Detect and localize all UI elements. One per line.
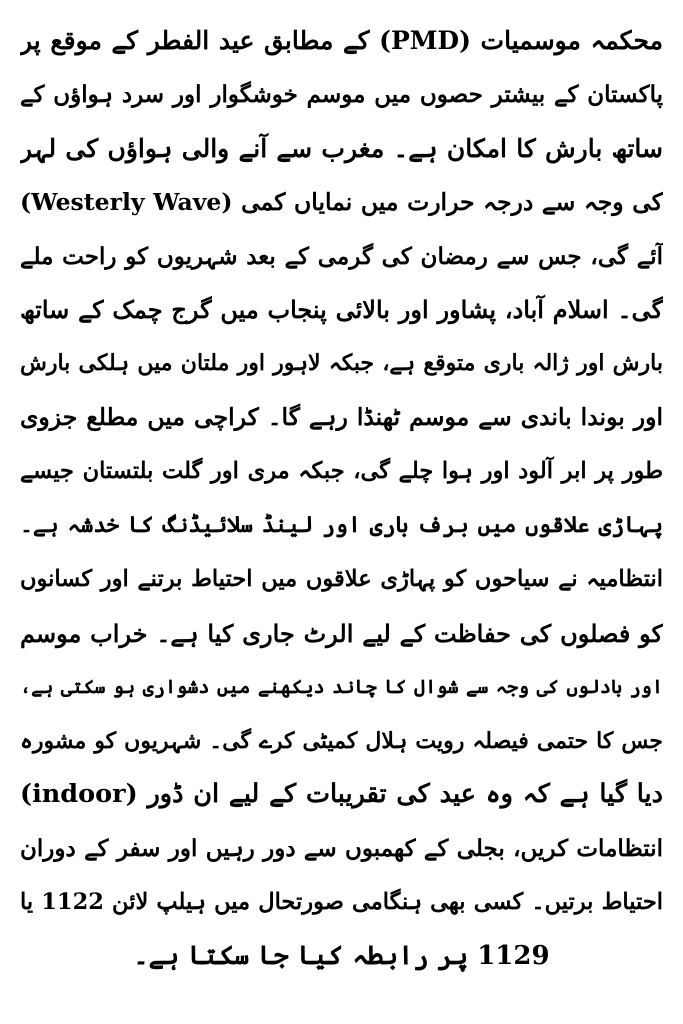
text-line-9: طور پر ابر آلود اور ہوا چلے گی، جبکہ مری اور گلت بلتستان جیسے [20, 458, 663, 485]
text-line-10: پہاڑی علاقوں میں برف باری اور لینڈ سلائیڈنگ کا خدشہ ہے۔ [20, 512, 663, 539]
text-line-4: (Westerly Wave) کی وجہ سے درجہ حرارت میں نمایاں کمی [20, 187, 663, 216]
text-line-11: انتظامیہ نے سیاحوں کو پہاڑی علاقوں میں احتیاط برتنے اور کسانوں [20, 565, 663, 592]
text-line-15: دیا گیا ہے کہ وہ عید کی تقریبات کے لیے ان ڈور (indoor) [20, 779, 663, 810]
text-line-1: محکمہ موسمیات (PMD) کے مطابق عید الفطر کے موقع پر [20, 26, 663, 55]
text-line-2: پاکستان کے بیشتر حصوں میں موسم خوشگوار اور سرد ہواؤں کے [20, 80, 663, 108]
text-line-18: 1129 پر رابطہ کیا جا سکتا ہے۔ [133, 941, 550, 972]
text-line-17: احتیاط برتیں۔ کسی بھی ہنگامی صورتحال میں ہیلپ لائن 1122 یا [20, 889, 663, 916]
text-line-14: جس کا حتمی فیصلہ رویت ہلال کمیٹی کرے گی۔ شہریوں کو مشورہ [20, 727, 663, 754]
text-line-5: آئے گی، جس سے رمضان کی گرمی کے بعد شہریوں کو راحت ملے [20, 242, 663, 270]
text-line-6: گی۔ اسلام آباد، پشاور اور بالائی پنجاب میں گرج چمک کے ساتھ [20, 295, 663, 325]
text-line-8: اور بوندا باندی سے موسم ٹھنڈا رہے گا۔ کراچی میں مطلع جزوی [20, 403, 663, 432]
text-line-13: اور بادلوں کی وجہ سے شوال کا چاند دیکھنے میں دشواری ہو سکتی ہے، [20, 675, 663, 698]
text-line-3: ساتھ بارش کا امکان ہے۔ مغرب سے آنے والی ہواؤں کی لہر [20, 133, 663, 163]
article-body [20, 14, 663, 984]
text-line-7: بارش اور ژالہ باری متوقع ہے، جبکہ لاہور اور ملتان میں ہلکی بارش [20, 350, 663, 377]
text-line-12: کو فصلوں کی حفاظت کے لیے الرٹ جاری کیا ہے۔ خراب موسم [20, 618, 663, 648]
text-line-16: انتظامات کریں، بجلی کے کھمبوں سے دور رہیں اور سفر کے دوران [20, 835, 663, 863]
